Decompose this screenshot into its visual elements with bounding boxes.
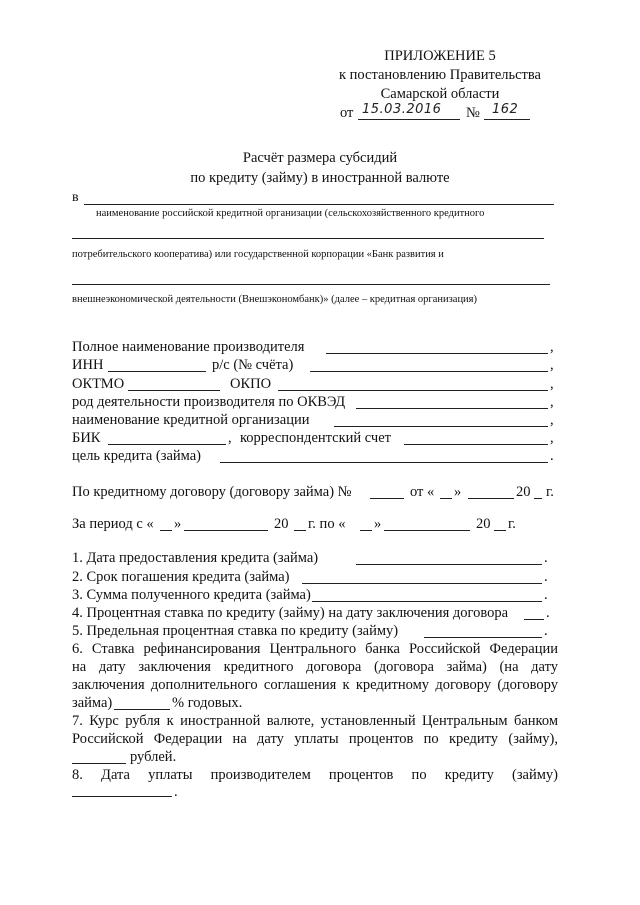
field-corr-account-line (404, 444, 548, 445)
field-inn-label: ИНН (72, 357, 104, 373)
field-comma-5: , (550, 412, 554, 428)
doc-title-line2: по кредиту (займу) в иностранной валюте (190, 170, 450, 186)
item-3: 3. Сумма полученного кредита (займа) (72, 587, 311, 603)
appendix-resolution: к постановлению Правительства (339, 67, 541, 83)
field-account-line (310, 371, 548, 372)
field-oktmo-label: ОКТМО (72, 376, 125, 392)
field-comma-4: , (550, 394, 554, 410)
item-3-line (312, 601, 542, 602)
item-6-line4b: % годовых. (172, 695, 243, 711)
field-okpo-label: ОКПО (230, 376, 272, 392)
doc-title-line1: Расчёт размера субсидий (242, 150, 398, 166)
item-4-line (524, 619, 544, 620)
appendix-no-label: № (466, 105, 480, 121)
field-okved-line (356, 408, 548, 409)
item-7-line1: 7. Курс рубля к иностранной валюте, установленный Центральным банком (72, 713, 558, 729)
period-year-1: 20 (274, 516, 289, 532)
appendix-number: 162 (492, 102, 519, 117)
intro-in: в (72, 190, 79, 205)
field-dot-8: . (550, 448, 554, 464)
item-2-line (302, 583, 542, 584)
intro-line-3 (72, 284, 550, 285)
item-4-dot: . (546, 605, 550, 621)
number-line (484, 119, 530, 120)
period-g-end: г. (508, 516, 516, 532)
field-comma-1: , (550, 339, 554, 355)
field-purpose-line (220, 462, 548, 463)
appendix-region: Самарской области (380, 86, 500, 102)
field-okved-label: род деятельности производителя по ОКВЭД (72, 394, 346, 410)
item-6-line1: 6. Ставка рефинансирования Центрального банка Российской Федерации (72, 641, 558, 657)
appendix-from-label: от (340, 105, 354, 121)
field-comma-6: , (228, 430, 232, 446)
item-8-line1: 8. Дата уплаты производителем процентов по кредиту (займу) (72, 767, 558, 783)
period-year-1-line (294, 530, 306, 531)
contract-year: 20 (516, 484, 531, 500)
field-bank-name-label: наименование кредитной организации (72, 412, 310, 428)
date-line (358, 119, 460, 120)
field-account-label: р/с (№ счёта) (212, 357, 294, 373)
period-year-2: 20 (476, 516, 491, 532)
field-inn-line (108, 371, 206, 372)
contract-g: г. (546, 484, 554, 500)
item-1-line (356, 564, 542, 565)
field-comma-3: , (550, 376, 554, 392)
period-label: За период с « (72, 516, 154, 532)
item-2: 2. Срок погашения кредита (займа) (72, 569, 290, 585)
item-1: 1. Дата предоставления кредита (займа) (72, 550, 319, 566)
contract-number-line (370, 498, 404, 499)
item-5-dot: . (544, 623, 548, 639)
period-quote-2: » (374, 516, 382, 532)
item-4: 4. Процентная ставка по кредиту (займу) на дату заключения договора (72, 605, 509, 621)
item-8-date-line (72, 796, 172, 797)
item-6-line4a: займа) (72, 695, 113, 711)
intro-note-2: потребительского кооператива) или государственной корпорации «Банк развития и (72, 249, 444, 260)
field-okpo-line (278, 390, 548, 391)
contract-quote-close: » (454, 484, 462, 500)
field-bik-line (108, 444, 226, 445)
item-5-line (424, 637, 542, 638)
field-purpose-label: цель кредита (займа) (72, 448, 202, 464)
contract-from: от « (410, 484, 435, 500)
period-to-month-line (384, 530, 470, 531)
contract-month-line (468, 498, 514, 499)
item-7-rate-line (72, 763, 126, 764)
period-from-month-line (184, 530, 268, 531)
contract-year-line (534, 498, 542, 499)
field-bik-label: БИК (72, 430, 101, 446)
intro-note-3: внешнеэкономической деятельности (Внешэкономбанк)» (далее – кредитная организация) (72, 294, 478, 305)
item-3-dot: . (544, 587, 548, 603)
item-7-line2: Российской Федерации на дату уплаты процентов по кредиту (займу), (72, 731, 558, 747)
intro-line-2 (72, 238, 544, 239)
item-8-dot: . (174, 784, 178, 800)
item-5: 5. Предельная процентная ставка по кредиту (займу) (72, 623, 399, 639)
appendix-title: ПРИЛОЖЕНИЕ 5 (384, 48, 496, 64)
period-from-day-line (160, 530, 172, 531)
field-producer-name-label: Полное наименование производителя (72, 339, 305, 355)
intro-line-1 (84, 204, 554, 205)
item-6-rate-line (114, 709, 170, 710)
item-7-line3: рублей. (130, 749, 177, 765)
item-6-line3: заключения дополнительного соглашения к кредитному договору (договору (72, 677, 558, 693)
field-bank-name-line (334, 426, 548, 427)
period-year-2-line (494, 530, 506, 531)
field-comma-7: , (550, 430, 554, 446)
appendix-date: 15.03.2016 (362, 102, 442, 117)
item-1-dot: . (544, 550, 548, 566)
contract-label: По кредитному договору (договору займа) № (72, 484, 352, 500)
period-to: г. по « (308, 516, 346, 532)
contract-day-line (440, 498, 452, 499)
field-comma-2: , (550, 357, 554, 373)
item-2-dot: . (544, 569, 548, 585)
field-oktmo-line (128, 390, 220, 391)
field-corr-account-label: корреспондентский счет (240, 430, 391, 446)
period-to-day-line (360, 530, 372, 531)
item-6-line2: на дату заключения кредитного договора (договора займа) (на дату (72, 659, 558, 675)
field-producer-name-line (326, 353, 548, 354)
period-quote-1: » (174, 516, 182, 532)
intro-note-1: наименование российской кредитной организации (сельскохозяйственного кредитного (96, 208, 485, 219)
